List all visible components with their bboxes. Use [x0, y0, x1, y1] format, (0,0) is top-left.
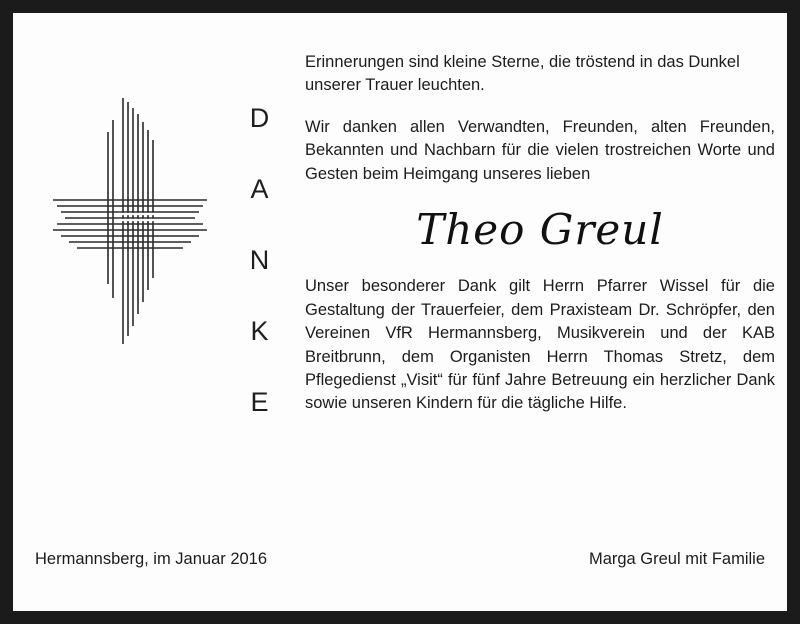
danke-letter-n: N	[249, 245, 271, 275]
thanks-intro: Wir danken allen Verwandten, Freunden, alten Freunden, Bekannten und Nachbarn für die vielen trostreichen Worte und Gesten beim Heimgang unseres lieben	[305, 117, 775, 183]
danke-letter-d: D	[249, 103, 271, 133]
danke-letter-a: A	[250, 174, 270, 204]
place-and-date: Hermannsberg, im Januar 2016	[35, 550, 268, 568]
cross-icon	[27, 68, 227, 368]
danke-letter-k: K	[250, 316, 270, 346]
danke-letter-e: E	[250, 387, 270, 417]
memorial-verse: Erinnerungen sind kleine Sterne, die tröstend in das Dunkel unserer Trauer leuchten.	[305, 53, 740, 95]
special-thanks: Unser besonderer Dank gilt Herrn Pfarrer Wissel für die Gestaltung der Trauerfeier, dem Praxisteam Dr. Schröpfer, den Vereinen VfR Hermannsberg, Musikverein und der KAB Breitbrunn, dem Organisten Herrn Thomas Stretz, dem Pflegedienst „Visit“ für fünf Jahre Betreuung ein herzlicher Dank sowie unseren Kindern für die tägliche Hilfe.	[305, 277, 775, 413]
card-inner	[13, 13, 787, 611]
card-content	[305, 51, 775, 437]
family-signature: Marga Greul mit Familie	[588, 550, 765, 568]
vertical-word-danke	[225, 105, 295, 416]
card-footer	[35, 550, 765, 569]
deceased-name: Theo Greul	[416, 205, 664, 255]
